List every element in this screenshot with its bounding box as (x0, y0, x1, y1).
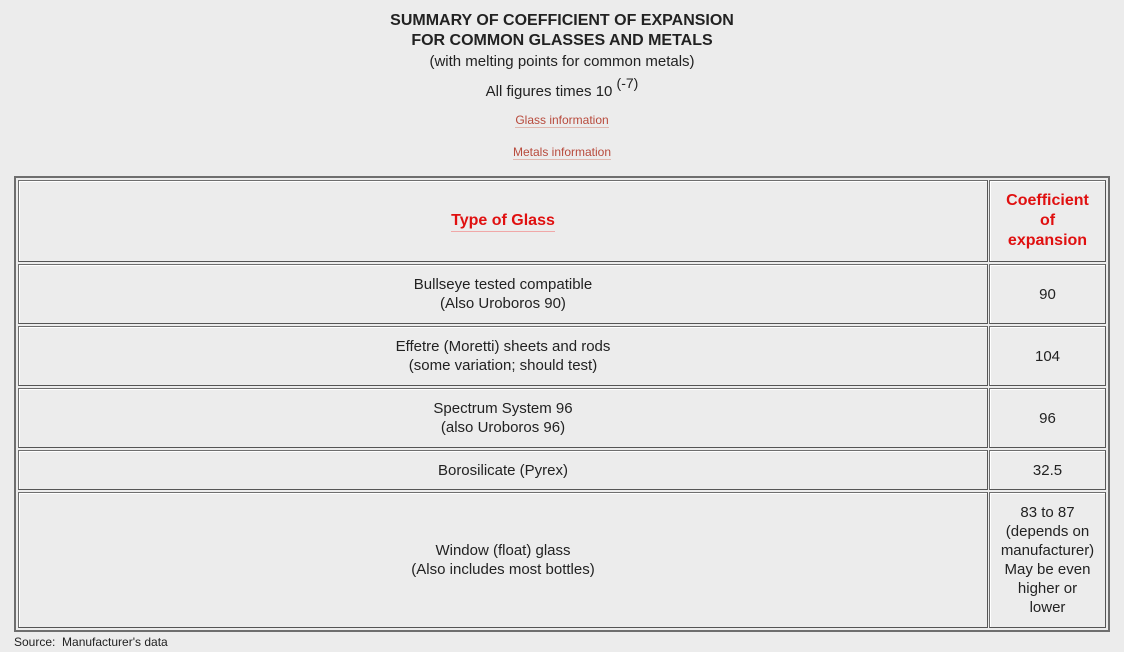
glass-type (414, 275, 592, 313)
table-row-coef-cell (989, 264, 1106, 324)
table-row-type-cell (18, 326, 988, 386)
table-row-type-cell (18, 492, 988, 628)
header-type-of-glass: Type of Glass (451, 211, 555, 232)
glass-type-line: (some variation; should test) (408, 357, 598, 374)
figures-note-prefix: All figures times 10 (485, 83, 617, 100)
coefficient-line: manufacturer) (1000, 542, 1095, 559)
coefficient-line: (depends on (1005, 523, 1090, 540)
glass-info-link-row (0, 112, 1124, 128)
metals-information-link[interactable]: Metals information (512, 145, 612, 159)
coefficient-line: higher or (1017, 580, 1078, 597)
coefficient-value: 104 (1034, 347, 1061, 365)
coefficient-value: 90 (1039, 285, 1056, 303)
coefficient-line: lower (1029, 599, 1066, 616)
coefficient-line: May be even (1004, 561, 1091, 578)
glass-type (411, 541, 594, 579)
table-row-type-cell (18, 388, 988, 448)
header-coefficient-line: Coefficient (1006, 192, 1089, 209)
figures-note-exponent: (-7) (616, 75, 639, 91)
glass-type-line: Spectrum System 96 (433, 400, 573, 417)
page-subtitle: (with melting points for common metals) (429, 53, 695, 70)
metals-info-link-row (0, 144, 1124, 160)
glass-type (396, 337, 611, 375)
header-coefficient (1006, 191, 1089, 251)
glass-type-line: Window (float) glass (435, 542, 571, 559)
page-title-line2: FOR COMMON GLASSES AND METALS (411, 32, 713, 49)
coefficient-value: 96 (1039, 409, 1056, 427)
table-row-type-cell (18, 264, 988, 324)
glass-type-line: Effetre (Moretti) sheets and rods (395, 338, 611, 355)
table-row-coef-cell (989, 388, 1106, 448)
glass-information-link[interactable]: Glass information (515, 113, 609, 127)
header-cell-coefficient (989, 180, 1106, 262)
glass-type-line: (Also Uroboros 90) (440, 295, 566, 312)
coefficient-line: 83 to 87 (1020, 504, 1075, 521)
header-coefficient-line: of (1039, 212, 1056, 229)
coefficient-value (1001, 503, 1094, 617)
table-row-coef-cell (989, 450, 1106, 490)
glass-type-line: Borosilicate (Pyrex) (437, 461, 569, 479)
glass-type-line: (also Uroboros 96) (440, 419, 566, 436)
header-coefficient-line: expansion (1007, 232, 1088, 249)
glass-type-line: (Also includes most bottles) (411, 561, 595, 578)
page-title-line1: SUMMARY OF COEFFICIENT OF EXPANSION (390, 12, 734, 29)
source-note: Source: Manufacturer's data (14, 635, 168, 649)
table-row-type-cell (18, 450, 988, 490)
table-row-coef-cell (989, 492, 1106, 628)
coefficient-value: 32.5 (1032, 461, 1063, 479)
figures-note (0, 74, 1124, 103)
glass-type (433, 399, 572, 437)
coefficient-table (14, 176, 1110, 632)
table-row-coef-cell (989, 326, 1106, 386)
glass-type-line: Bullseye tested compatible (413, 276, 593, 293)
header-cell-type-of-glass (18, 180, 988, 262)
